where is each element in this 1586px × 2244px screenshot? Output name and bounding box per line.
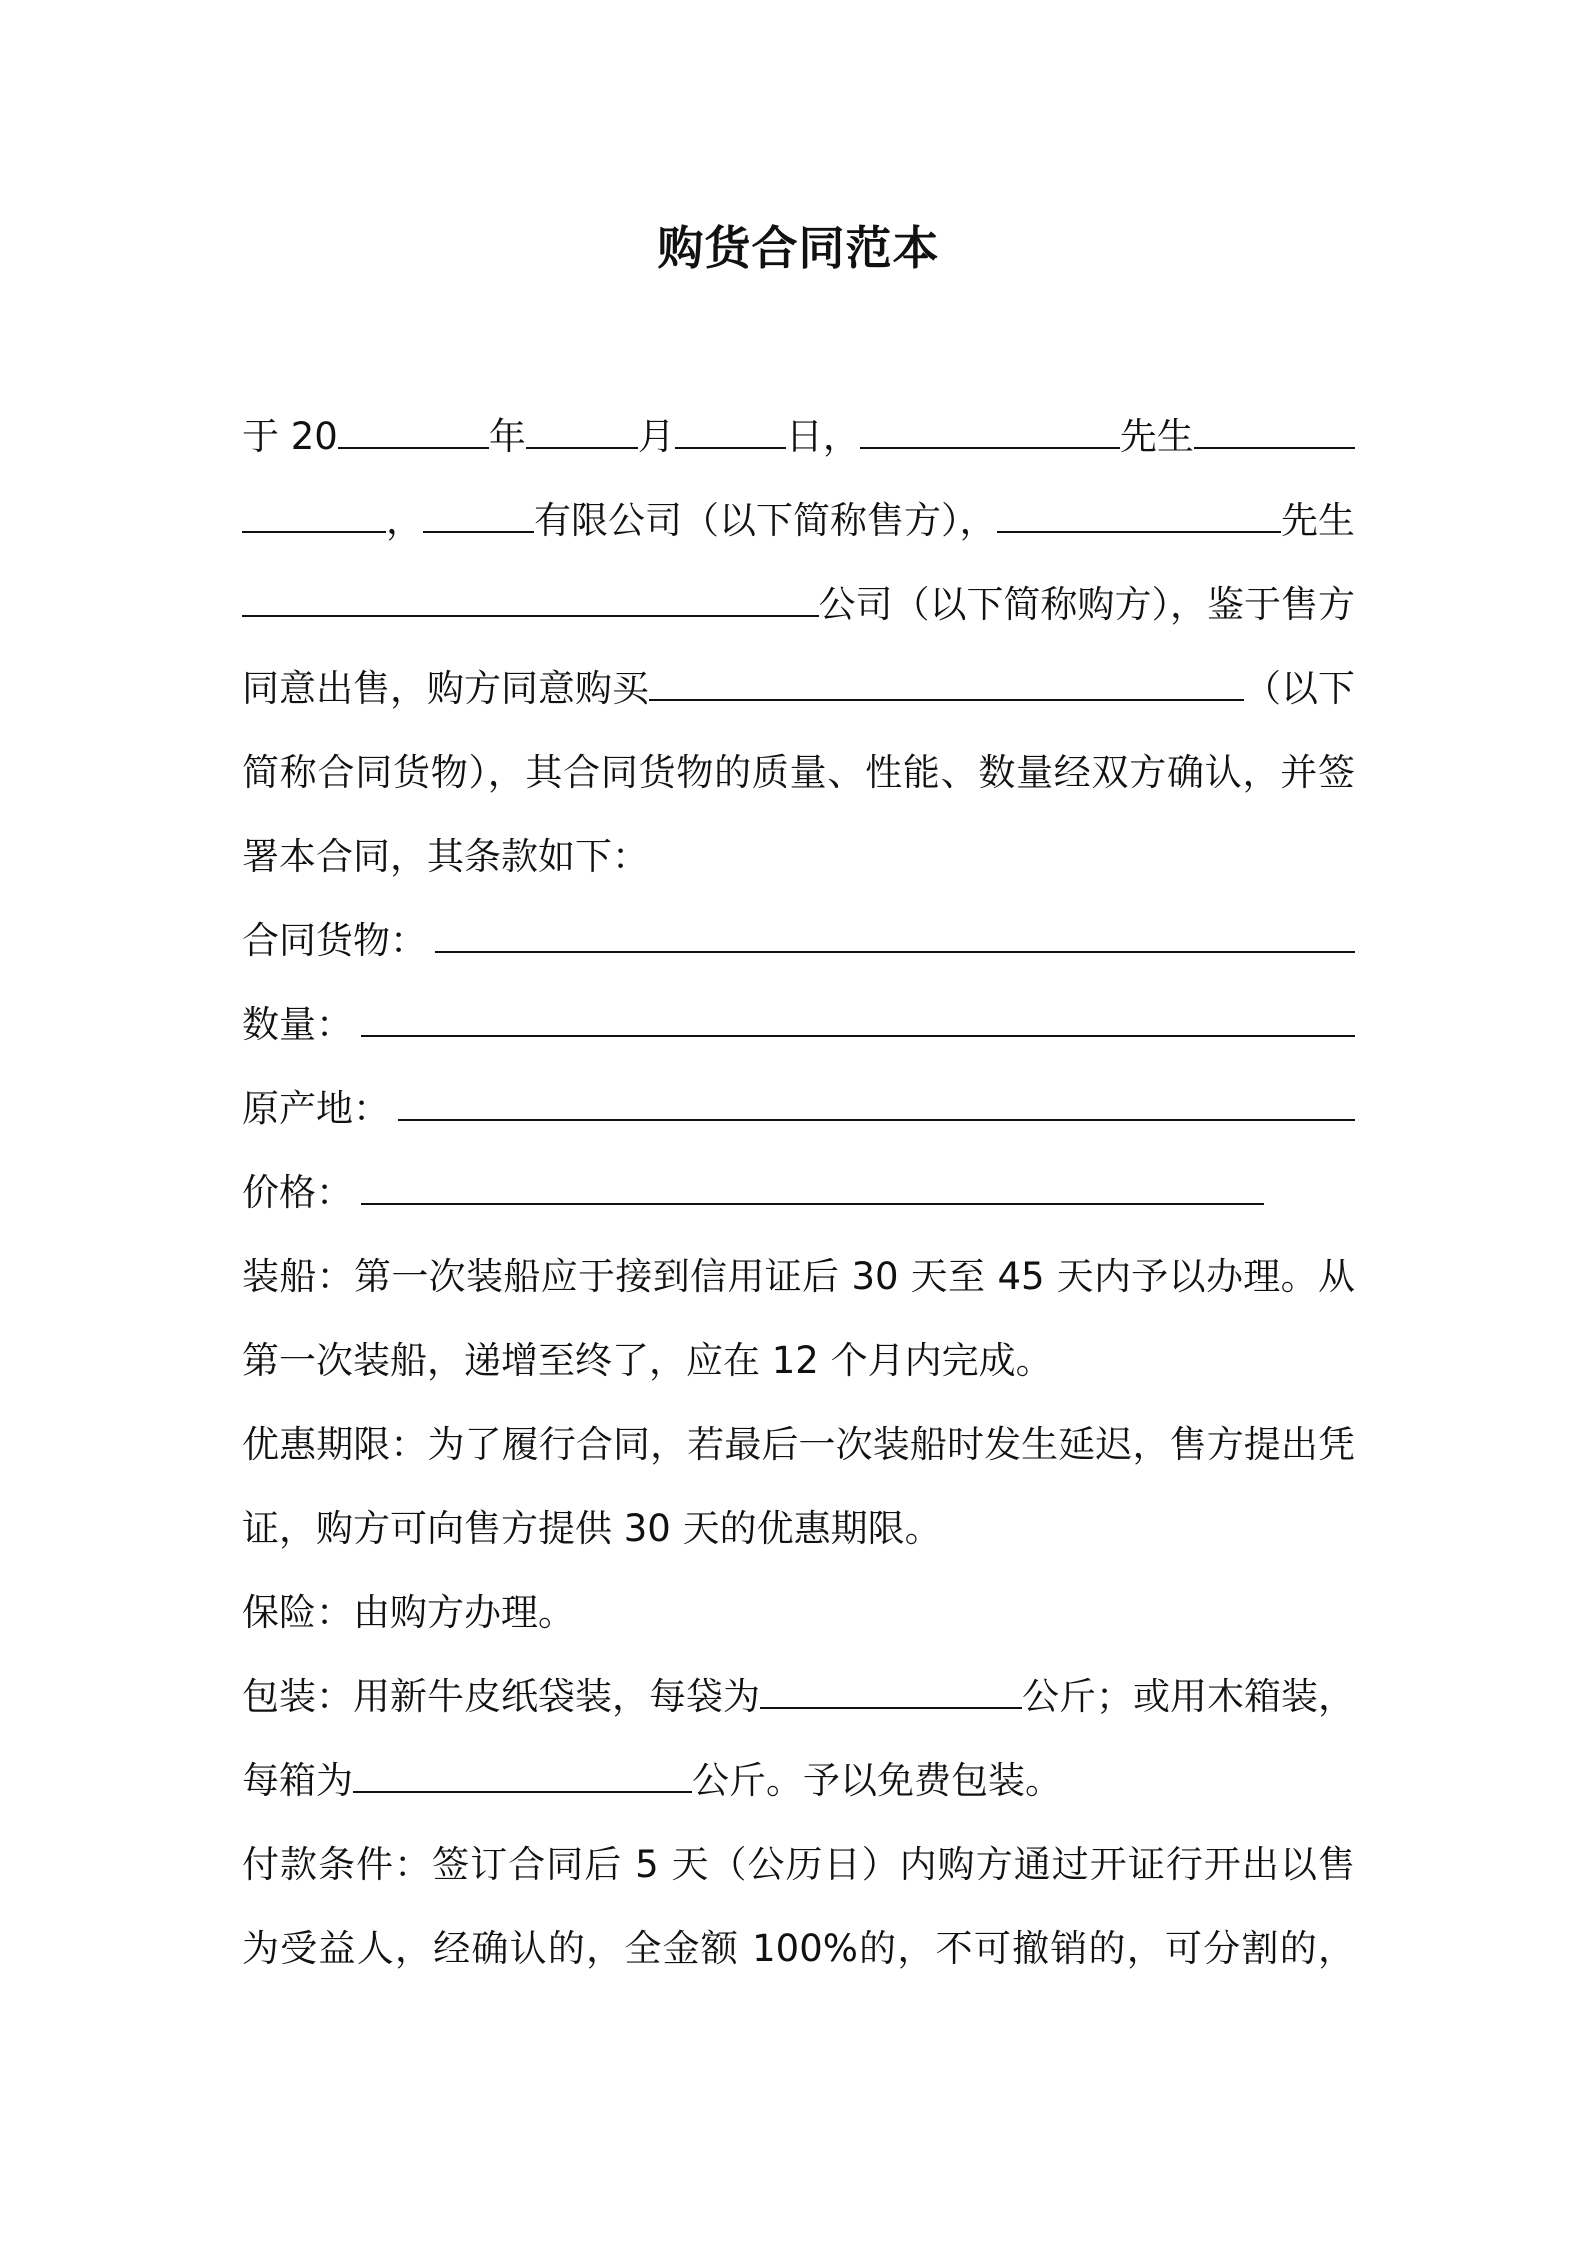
field-price	[242, 1151, 1355, 1235]
field-origin	[242, 1067, 1355, 1151]
text-segment: 年	[488, 415, 526, 458]
fill-in-blank-goods	[649, 669, 1244, 701]
text-segment: 有限公司（以下简称售方），	[534, 499, 997, 542]
text-segment: 日，	[785, 415, 860, 458]
fill-in-blank-price	[361, 1173, 1264, 1205]
fill-in-blank-quantity	[361, 1005, 1355, 1037]
contract-line-goods-intro	[242, 647, 1355, 731]
text-segment: 每箱为	[242, 1759, 353, 1802]
text-segment: ，	[386, 499, 423, 542]
document-title: 购货合同范本	[657, 221, 940, 275]
fill-in-blank-contract-goods	[435, 921, 1355, 953]
clause-packing	[242, 1655, 1355, 1739]
text-segment: 先生	[1119, 415, 1194, 458]
field-label: 原产地：	[242, 1087, 390, 1130]
fill-in-blank-buyer-name	[997, 501, 1282, 533]
field-label: 合同货物：	[242, 919, 427, 962]
fill-in-blank	[242, 501, 386, 533]
fill-in-blank-seller-name	[860, 417, 1120, 449]
clause-grace-period-cont: 证，购方可向售方提供 30 天的优惠期限。	[242, 1507, 942, 1550]
text-segment: 公司（以下简称购方），鉴于售方	[818, 583, 1355, 626]
text-segment: （以下	[1244, 667, 1355, 710]
clause-shipment: 装船：第一次装船应于接到信用证后 30 天至 45 天内予以办理。从	[242, 1255, 1355, 1298]
clause-payment-cont: 为受益人，经确认的，全金额 100%的，不可撤销的，可分割的，	[242, 1927, 1355, 1970]
clause-shipment-cont: 第一次装船，递增至终了，应在 12 个月内完成。	[242, 1339, 1053, 1382]
contract-line-seller	[242, 479, 1355, 563]
field-label: 价格：	[242, 1171, 353, 1214]
fill-in-blank-box-weight	[353, 1761, 692, 1793]
text-segment: 于 20	[242, 415, 338, 458]
fill-in-blank	[1194, 417, 1355, 449]
text-segment: 月	[637, 415, 675, 458]
text-segment: 公斤。予以免费包装。	[692, 1759, 1062, 1802]
contract-body	[242, 395, 1355, 1991]
text-segment: 公斤；或用木箱装，	[1022, 1675, 1355, 1718]
fill-in-blank-year	[338, 417, 489, 449]
clause-packing-cont	[242, 1739, 1355, 1823]
contract-line: 简称合同货物），其合同货物的质量、性能、数量经双方确认，并签	[242, 751, 1355, 794]
field-label: 数量：	[242, 1003, 353, 1046]
fill-in-blank-month	[526, 417, 638, 449]
fill-in-blank-bag-weight	[760, 1677, 1022, 1709]
field-contract-goods	[242, 899, 1355, 983]
fill-in-blank-origin	[398, 1089, 1355, 1121]
contract-line-date-parties	[242, 395, 1355, 479]
text-segment: 先生	[1281, 499, 1355, 542]
fill-in-blank-buyer-company	[242, 585, 819, 617]
clause-grace-period: 优惠期限：为了履行合同，若最后一次装船时发生延迟，售方提出凭	[242, 1423, 1355, 1466]
clause-insurance: 保险：由购方办理。	[242, 1591, 575, 1634]
contract-line: 署本合同，其条款如下：	[242, 835, 649, 878]
contract-line-buyer	[242, 563, 1355, 647]
fill-in-blank-day	[675, 417, 786, 449]
text-segment: 包装：用新牛皮纸袋装，每袋为	[242, 1675, 760, 1718]
field-quantity	[242, 983, 1355, 1067]
fill-in-blank-seller-company	[423, 501, 534, 533]
clause-payment: 付款条件：签订合同后 5 天（公历日）内购方通过开证行开出以售	[242, 1843, 1355, 1886]
text-segment: 同意出售，购方同意购买	[242, 667, 649, 710]
